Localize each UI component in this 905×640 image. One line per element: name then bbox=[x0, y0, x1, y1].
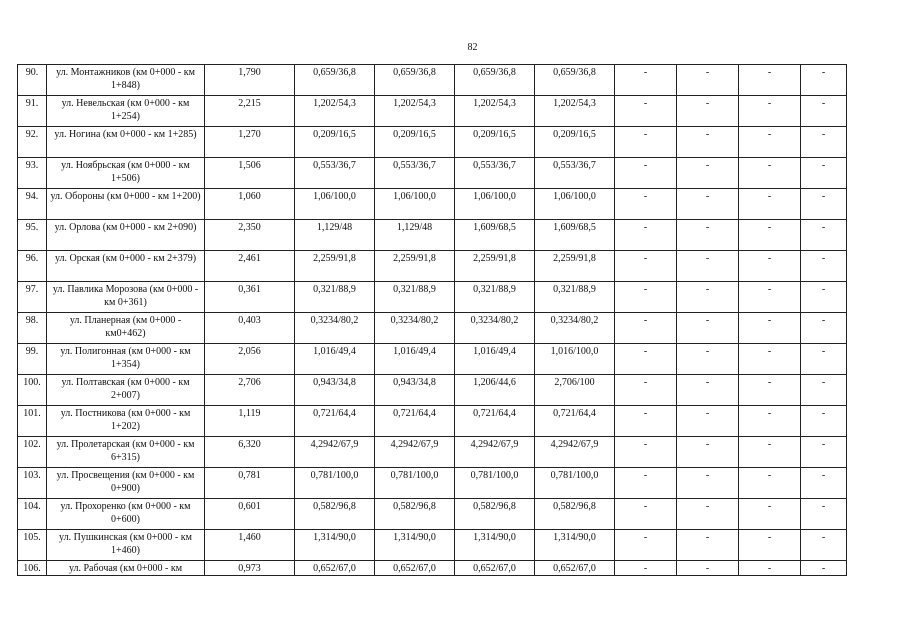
road-length: 0,973 bbox=[205, 561, 295, 576]
row-number: 97. bbox=[18, 282, 47, 313]
row-number: 104. bbox=[18, 499, 47, 530]
value-cell: 0,781/100,0 bbox=[375, 468, 455, 499]
value-cell: 0,209/16,5 bbox=[455, 127, 535, 158]
dash-cell: - bbox=[739, 65, 801, 96]
value-cell: 0,652/67,0 bbox=[455, 561, 535, 576]
row-number: 94. bbox=[18, 189, 47, 220]
dash-cell: - bbox=[677, 499, 739, 530]
dash-cell: - bbox=[801, 375, 847, 406]
dash-cell: - bbox=[615, 406, 677, 437]
table-row bbox=[18, 499, 847, 530]
dash-cell: - bbox=[739, 189, 801, 220]
value-cell: 0,582/96,8 bbox=[455, 499, 535, 530]
value-cell: 0,321/88,9 bbox=[455, 282, 535, 313]
row-number: 105. bbox=[18, 530, 47, 561]
dash-cell: - bbox=[739, 499, 801, 530]
street-name: ул. Рабочая (км 0+000 - км bbox=[47, 561, 205, 576]
value-cell: 0,781/100,0 bbox=[535, 468, 615, 499]
row-number: 93. bbox=[18, 158, 47, 189]
street-name: ул. Орская (км 0+000 - км 2+379) bbox=[47, 251, 205, 282]
value-cell: 1,06/100,0 bbox=[455, 189, 535, 220]
dash-cell: - bbox=[615, 158, 677, 189]
value-cell: 0,721/64,4 bbox=[535, 406, 615, 437]
value-cell: 0,659/36,8 bbox=[375, 65, 455, 96]
dash-cell: - bbox=[801, 468, 847, 499]
table-row bbox=[18, 344, 847, 375]
dash-cell: - bbox=[677, 96, 739, 127]
value-cell: 0,553/36,7 bbox=[295, 158, 375, 189]
dash-cell: - bbox=[615, 313, 677, 344]
dash-cell: - bbox=[677, 530, 739, 561]
row-number: 106. bbox=[18, 561, 47, 576]
dash-cell: - bbox=[677, 282, 739, 313]
value-cell: 1,016/49,4 bbox=[455, 344, 535, 375]
value-cell: 1,016/100,0 bbox=[535, 344, 615, 375]
dash-cell: - bbox=[739, 158, 801, 189]
value-cell: 1,202/54,3 bbox=[535, 96, 615, 127]
street-name: ул. Постникова (км 0+000 - км 1+202) bbox=[47, 406, 205, 437]
dash-cell: - bbox=[801, 499, 847, 530]
value-cell: 1,06/100,0 bbox=[375, 189, 455, 220]
row-number: 91. bbox=[18, 96, 47, 127]
dash-cell: - bbox=[739, 344, 801, 375]
value-cell: 2,259/91,8 bbox=[295, 251, 375, 282]
dash-cell: - bbox=[801, 313, 847, 344]
value-cell: 2,259/91,8 bbox=[535, 251, 615, 282]
road-length: 1,506 bbox=[205, 158, 295, 189]
table-row bbox=[18, 406, 847, 437]
value-cell: 0,721/64,4 bbox=[375, 406, 455, 437]
dash-cell: - bbox=[677, 406, 739, 437]
row-number: 98. bbox=[18, 313, 47, 344]
street-name: ул. Просвещения (км 0+000 - км 0+900) bbox=[47, 468, 205, 499]
dash-cell: - bbox=[615, 220, 677, 251]
dash-cell: - bbox=[739, 127, 801, 158]
value-cell: 0,321/88,9 bbox=[295, 282, 375, 313]
street-name: ул. Ногина (км 0+000 - км 1+285) bbox=[47, 127, 205, 158]
road-length: 2,461 bbox=[205, 251, 295, 282]
dash-cell: - bbox=[677, 468, 739, 499]
street-name: ул. Планерная (км 0+000 - км0+462) bbox=[47, 313, 205, 344]
value-cell: 1,609/68,5 bbox=[535, 220, 615, 251]
value-cell: 0,553/36,7 bbox=[375, 158, 455, 189]
table-body bbox=[18, 65, 847, 576]
row-number: 103. bbox=[18, 468, 47, 499]
dash-cell: - bbox=[677, 127, 739, 158]
value-cell: 0,321/88,9 bbox=[375, 282, 455, 313]
dash-cell: - bbox=[739, 313, 801, 344]
dash-cell: - bbox=[677, 158, 739, 189]
value-cell: 4,2942/67,9 bbox=[295, 437, 375, 468]
road-length: 0,361 bbox=[205, 282, 295, 313]
value-cell: 1,129/48 bbox=[375, 220, 455, 251]
street-name: ул. Пролетарская (км 0+000 - км 6+315) bbox=[47, 437, 205, 468]
value-cell: 1,016/49,4 bbox=[375, 344, 455, 375]
value-cell: 0,943/34,8 bbox=[375, 375, 455, 406]
road-length: 2,056 bbox=[205, 344, 295, 375]
street-name: ул. Полтавская (км 0+000 - км 2+007) bbox=[47, 375, 205, 406]
dash-cell: - bbox=[801, 251, 847, 282]
table-row bbox=[18, 127, 847, 158]
road-length: 0,403 bbox=[205, 313, 295, 344]
dash-cell: - bbox=[801, 561, 847, 576]
value-cell: 1,314/90,0 bbox=[295, 530, 375, 561]
dash-cell: - bbox=[615, 499, 677, 530]
road-length: 2,350 bbox=[205, 220, 295, 251]
dash-cell: - bbox=[801, 65, 847, 96]
value-cell: 0,3234/80,2 bbox=[535, 313, 615, 344]
road-length: 2,215 bbox=[205, 96, 295, 127]
value-cell: 0,553/36,7 bbox=[535, 158, 615, 189]
value-cell: 0,659/36,8 bbox=[295, 65, 375, 96]
table-row bbox=[18, 468, 847, 499]
value-cell: 0,582/96,8 bbox=[375, 499, 455, 530]
dash-cell: - bbox=[801, 220, 847, 251]
road-length: 1,460 bbox=[205, 530, 295, 561]
value-cell: 0,652/67,0 bbox=[295, 561, 375, 576]
value-cell: 0,209/16,5 bbox=[295, 127, 375, 158]
road-length: 2,706 bbox=[205, 375, 295, 406]
dash-cell: - bbox=[615, 344, 677, 375]
value-cell: 0,582/96,8 bbox=[295, 499, 375, 530]
dash-cell: - bbox=[615, 530, 677, 561]
table-row bbox=[18, 282, 847, 313]
dash-cell: - bbox=[677, 344, 739, 375]
value-cell: 4,2942/67,9 bbox=[455, 437, 535, 468]
dash-cell: - bbox=[677, 313, 739, 344]
dash-cell: - bbox=[615, 96, 677, 127]
value-cell: 0,3234/80,2 bbox=[455, 313, 535, 344]
road-length: 0,781 bbox=[205, 468, 295, 499]
value-cell: 0,781/100,0 bbox=[455, 468, 535, 499]
road-length: 1,060 bbox=[205, 189, 295, 220]
dash-cell: - bbox=[615, 282, 677, 313]
value-cell: 1,202/54,3 bbox=[295, 96, 375, 127]
value-cell: 0,781/100,0 bbox=[295, 468, 375, 499]
dash-cell: - bbox=[615, 437, 677, 468]
value-cell: 0,553/36,7 bbox=[455, 158, 535, 189]
page-number: 82 bbox=[467, 42, 478, 53]
row-number: 90. bbox=[18, 65, 47, 96]
value-cell: 0,209/16,5 bbox=[535, 127, 615, 158]
dash-cell: - bbox=[801, 406, 847, 437]
value-cell: 0,3234/80,2 bbox=[375, 313, 455, 344]
table-row bbox=[18, 158, 847, 189]
dash-cell: - bbox=[739, 561, 801, 576]
table-row bbox=[18, 375, 847, 406]
dash-cell: - bbox=[801, 530, 847, 561]
value-cell: 1,314/90,0 bbox=[535, 530, 615, 561]
value-cell: 1,314/90,0 bbox=[375, 530, 455, 561]
roads-table bbox=[17, 64, 847, 576]
value-cell: 1,202/54,3 bbox=[455, 96, 535, 127]
dash-cell: - bbox=[739, 96, 801, 127]
value-cell: 1,016/49,4 bbox=[295, 344, 375, 375]
table-row bbox=[18, 251, 847, 282]
value-cell: 4,2942/67,9 bbox=[375, 437, 455, 468]
value-cell: 0,3234/80,2 bbox=[295, 313, 375, 344]
street-name: ул. Ноябрьская (км 0+000 - км 1+506) bbox=[47, 158, 205, 189]
street-name: ул. Полигонная (км 0+000 - км 1+354) bbox=[47, 344, 205, 375]
dash-cell: - bbox=[615, 251, 677, 282]
dash-cell: - bbox=[615, 189, 677, 220]
table-row bbox=[18, 561, 847, 576]
street-name: ул. Прохоренко (км 0+000 - км 0+600) bbox=[47, 499, 205, 530]
table-row bbox=[18, 189, 847, 220]
dash-cell: - bbox=[739, 251, 801, 282]
dash-cell: - bbox=[739, 220, 801, 251]
value-cell: 0,209/16,5 bbox=[375, 127, 455, 158]
road-length: 1,790 bbox=[205, 65, 295, 96]
dash-cell: - bbox=[801, 189, 847, 220]
value-cell: 1,314/90,0 bbox=[455, 530, 535, 561]
value-cell: 0,943/34,8 bbox=[295, 375, 375, 406]
value-cell: 1,609/68,5 bbox=[455, 220, 535, 251]
dash-cell: - bbox=[677, 375, 739, 406]
row-number: 92. bbox=[18, 127, 47, 158]
dash-cell: - bbox=[739, 437, 801, 468]
dash-cell: - bbox=[615, 561, 677, 576]
dash-cell: - bbox=[615, 468, 677, 499]
road-length: 0,601 bbox=[205, 499, 295, 530]
dash-cell: - bbox=[801, 437, 847, 468]
dash-cell: - bbox=[739, 406, 801, 437]
value-cell: 0,659/36,8 bbox=[535, 65, 615, 96]
dash-cell: - bbox=[615, 127, 677, 158]
street-name: ул. Монтажников (км 0+000 - км 1+848) bbox=[47, 65, 205, 96]
value-cell: 2,259/91,8 bbox=[455, 251, 535, 282]
table-row bbox=[18, 313, 847, 344]
value-cell: 2,706/100 bbox=[535, 375, 615, 406]
street-name: ул. Обороны (км 0+000 - км 1+200) bbox=[47, 189, 205, 220]
dash-cell: - bbox=[801, 158, 847, 189]
row-number: 100. bbox=[18, 375, 47, 406]
street-name: ул. Пушкинская (км 0+000 - км 1+460) bbox=[47, 530, 205, 561]
row-number: 99. bbox=[18, 344, 47, 375]
road-length: 1,270 bbox=[205, 127, 295, 158]
table-row bbox=[18, 65, 847, 96]
value-cell: 0,721/64,4 bbox=[295, 406, 375, 437]
road-length: 1,119 bbox=[205, 406, 295, 437]
table-row bbox=[18, 96, 847, 127]
dash-cell: - bbox=[801, 282, 847, 313]
street-name: ул. Орлова (км 0+000 - км 2+090) bbox=[47, 220, 205, 251]
street-name: ул. Павлика Морозова (км 0+000 - км 0+361) bbox=[47, 282, 205, 313]
value-cell: 1,06/100,0 bbox=[295, 189, 375, 220]
row-number: 101. bbox=[18, 406, 47, 437]
dash-cell: - bbox=[739, 530, 801, 561]
row-number: 95. bbox=[18, 220, 47, 251]
value-cell: 4,2942/67,9 bbox=[535, 437, 615, 468]
table-row bbox=[18, 437, 847, 468]
value-cell: 0,652/67,0 bbox=[535, 561, 615, 576]
value-cell: 2,259/91,8 bbox=[375, 251, 455, 282]
road-length: 6,320 bbox=[205, 437, 295, 468]
dash-cell: - bbox=[739, 375, 801, 406]
value-cell: 1,06/100,0 bbox=[535, 189, 615, 220]
dash-cell: - bbox=[615, 65, 677, 96]
table-row bbox=[18, 530, 847, 561]
row-number: 102. bbox=[18, 437, 47, 468]
dash-cell: - bbox=[801, 344, 847, 375]
dash-cell: - bbox=[739, 282, 801, 313]
dash-cell: - bbox=[615, 375, 677, 406]
value-cell: 0,721/64,4 bbox=[455, 406, 535, 437]
table-row bbox=[18, 220, 847, 251]
value-cell: 1,202/54,3 bbox=[375, 96, 455, 127]
dash-cell: - bbox=[739, 468, 801, 499]
dash-cell: - bbox=[801, 127, 847, 158]
street-name: ул. Невельская (км 0+000 - км 1+254) bbox=[47, 96, 205, 127]
dash-cell: - bbox=[677, 220, 739, 251]
row-number: 96. bbox=[18, 251, 47, 282]
dash-cell: - bbox=[677, 189, 739, 220]
dash-cell: - bbox=[677, 251, 739, 282]
value-cell: 1,206/44,6 bbox=[455, 375, 535, 406]
value-cell: 0,659/36,8 bbox=[455, 65, 535, 96]
value-cell: 0,321/88,9 bbox=[535, 282, 615, 313]
value-cell: 0,652/67,0 bbox=[375, 561, 455, 576]
dash-cell: - bbox=[801, 96, 847, 127]
dash-cell: - bbox=[677, 437, 739, 468]
value-cell: 0,582/96,8 bbox=[535, 499, 615, 530]
dash-cell: - bbox=[677, 65, 739, 96]
value-cell: 1,129/48 bbox=[295, 220, 375, 251]
dash-cell: - bbox=[677, 561, 739, 576]
